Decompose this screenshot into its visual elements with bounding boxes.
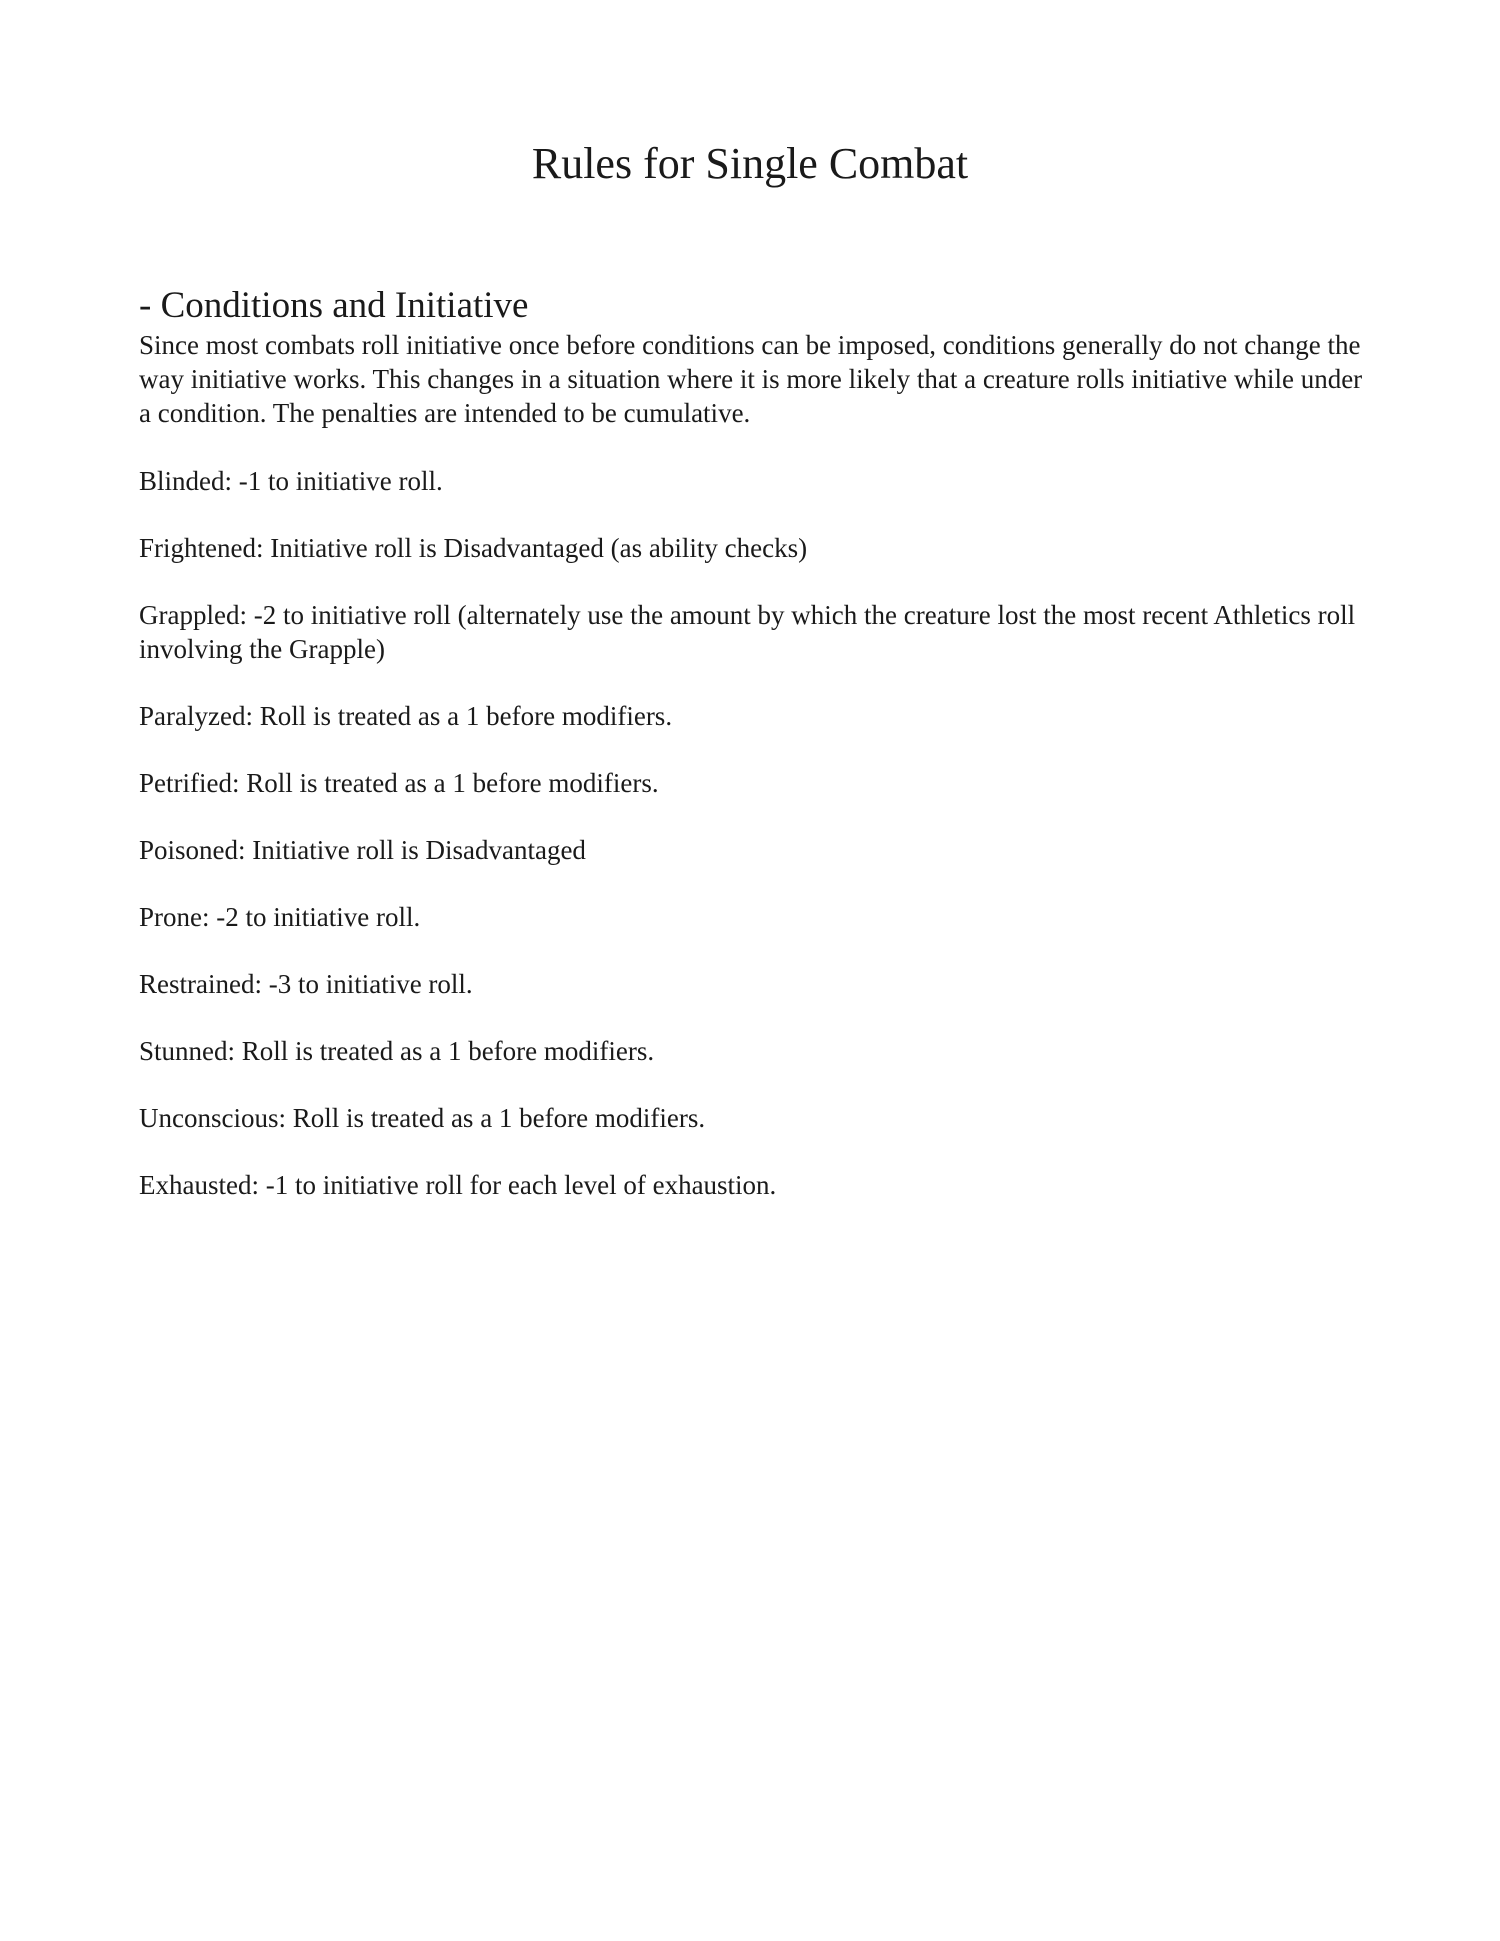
condition-paralyzed: Paralyzed: Roll is treated as a 1 before modifiers. bbox=[139, 701, 673, 731]
condition-restrained: Restrained: -3 to initiative roll. bbox=[139, 969, 473, 999]
condition-unconscious: Unconscious: Roll is treated as a 1 before modifiers. bbox=[139, 1103, 706, 1133]
document-title: Rules for Single Combat bbox=[531, 139, 969, 188]
condition-poisoned: Poisoned: Initiative roll is Disadvantaged bbox=[139, 835, 586, 865]
section-intro: Since most combats roll initiative once before conditions can be imposed, conditions generally do not change the way initiative works. This changes in a situation where it is more likely that a creature rolls initiative while under a condition. The penalties are intended to be cumulative. bbox=[139, 330, 1363, 428]
document-body bbox=[139, 284, 1364, 1202]
condition-grappled: Grappled: -2 to initiative roll (alternately use the amount by which the creature lost the most recent Athletics roll involving the Grapple) bbox=[139, 600, 1356, 664]
section-heading: - Conditions and Initiative bbox=[139, 285, 529, 326]
condition-stunned: Stunned: Roll is treated as a 1 before modifiers. bbox=[139, 1036, 655, 1066]
condition-frightened: Frightened: Initiative roll is Disadvantaged (as ability checks) bbox=[139, 533, 808, 563]
condition-prone: Prone: -2 to initiative roll. bbox=[139, 902, 421, 932]
conditions-list bbox=[139, 464, 1364, 1202]
condition-petrified: Petrified: Roll is treated as a 1 before modifiers. bbox=[139, 768, 659, 798]
condition-blinded: Blinded: -1 to initiative roll. bbox=[139, 466, 443, 496]
condition-exhausted: Exhausted: -1 to initiative roll for each level of exhaustion. bbox=[139, 1170, 777, 1200]
